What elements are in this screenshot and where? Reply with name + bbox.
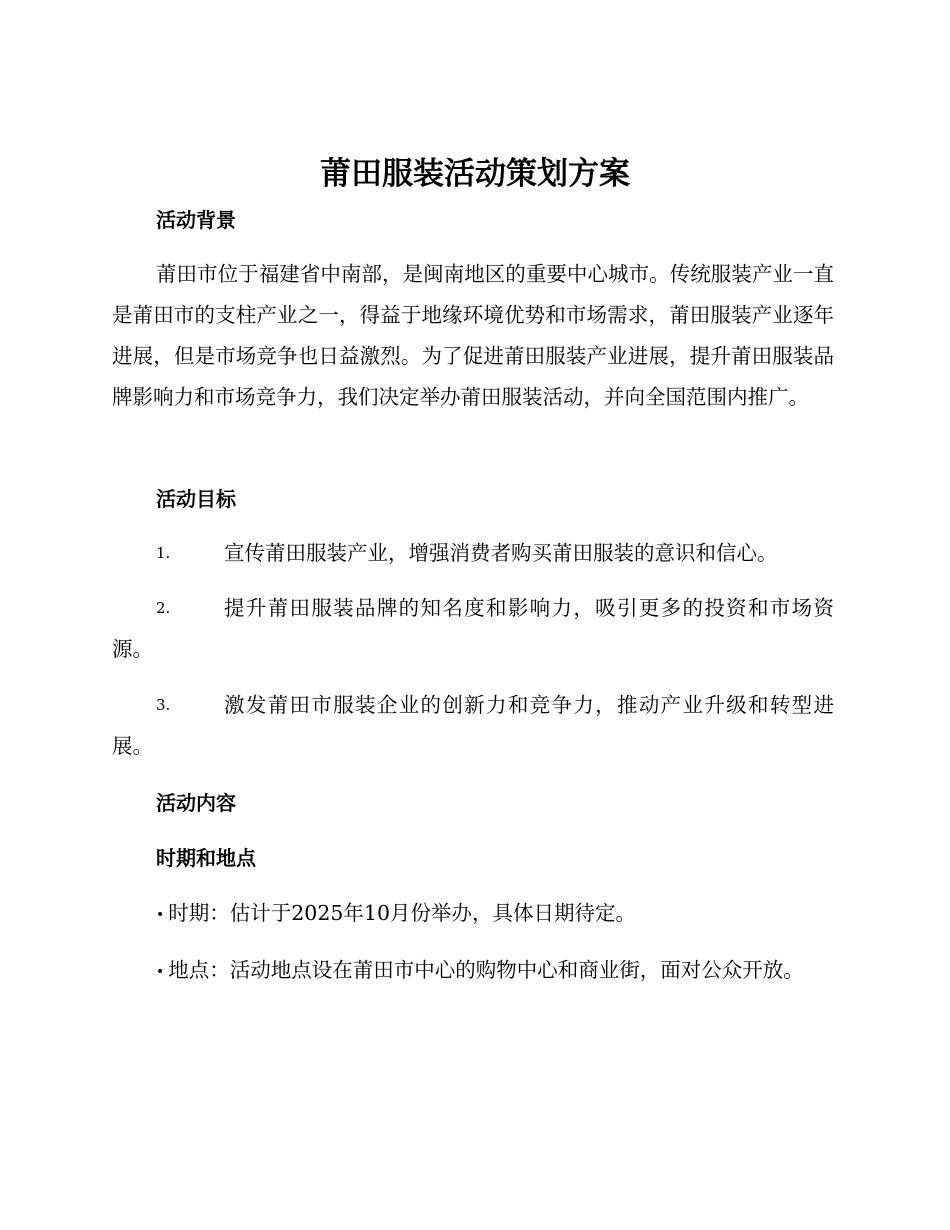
section-heading-goals: 活动目标 xyxy=(156,487,236,511)
goal-list-item xyxy=(112,588,834,670)
goal-number: 2. xyxy=(156,599,171,617)
background-paragraph: 莆田市位于福建省中南部，是闽南地区的重要中心城市。传统服装产业一直是莆田市的支柱产业之一，得益于地缘环境优势和市场需求，莆田服装产业逐年进展，但是市场竞争也日益激烈。为了促进莆田服装产业进展，提升莆田服装品牌影响力和市场竞争力，我们决定举办莆田服装活动，并向全国范围内推广。 xyxy=(112,262,834,409)
goal-list-item xyxy=(112,685,834,767)
goal-number: 3. xyxy=(156,696,171,714)
bullet-icon: • xyxy=(156,906,165,923)
goal-number: 1. xyxy=(156,544,171,562)
goal-text: 激发莆田市服装企业的创新力和竞争力，推动产业升级和转型进展。 xyxy=(112,693,834,758)
document-title: 莆田服装活动策划方案 xyxy=(320,156,630,192)
goal-text: 宣传莆田服装产业，增强消费者购买莆田服装的意识和信心。 xyxy=(224,541,778,565)
place-text: 地点：活动地点设在莆田市中心的购物中心和商业街，面对公众开放。 xyxy=(168,958,804,982)
goal-text: 提升莆田服装品牌的知名度和影响力，吸引更多的投资和市场资源。 xyxy=(112,596,834,661)
section-heading-background: 活动背景 xyxy=(156,208,236,232)
time-bullet-line xyxy=(112,889,812,939)
bullet-icon: • xyxy=(156,963,165,980)
place-bullet-line xyxy=(112,946,812,996)
goal-list-item xyxy=(112,533,834,574)
section-heading-time-place: 时期和地点 xyxy=(156,846,256,870)
section-heading-content: 活动内容 xyxy=(156,791,236,815)
time-text: 时期：估计于2025年10月份举办，具体日期待定。 xyxy=(168,901,637,925)
